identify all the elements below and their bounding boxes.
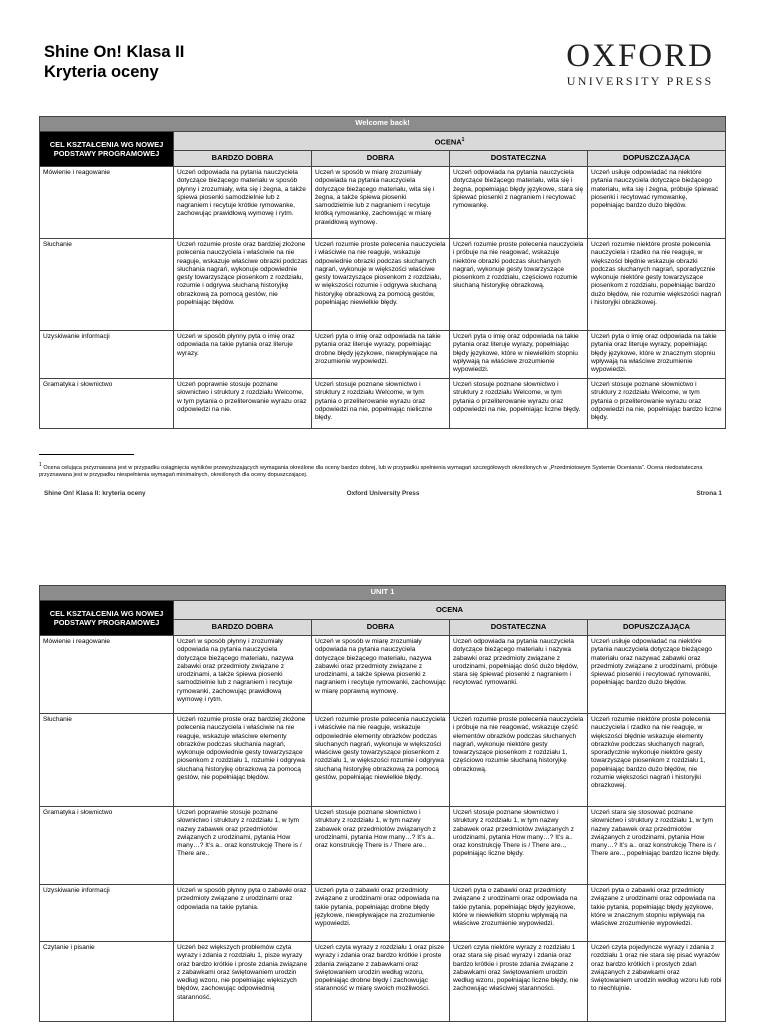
grade-level-header: DOBRA [312,620,450,636]
footnote-ref: 1 [461,136,465,143]
criteria-row [40,331,726,379]
grade-level-header: BARDZO DOBRA [174,151,312,167]
ocena-header [174,132,726,151]
cel-ksztalcenia-header: CEL KSZTAŁCENIA WG NOWEJ PODSTAWY PROGRAMOWEJ [40,601,174,636]
logo-oxford-text: OXFORD [566,38,714,74]
criteria-cell: Uczeń w sposób płynny pyta o zabawki oraz przedmioty związane z urodzinami oraz odpowiada na takie pytania. [174,885,312,942]
criteria-cell: Uczeń stosuje poznane słownictwo i struktury z rozdziału Welcome, w tym pytania o przeliterowanie wyrazu oraz odpowiedzi na nie, popełniając bardzo liczne błędy. [588,379,726,429]
skill-name: Mówienie i reagowanie [40,636,174,714]
skill-name: Mówienie i reagowanie [40,167,174,239]
criteria-cell: Uczeń rozumie proste oraz bardziej złożone polecenia nauczyciela i właściwie na nie reaguje, wskazuje właściwe elementy obrazków podczas słuchania nagrań, wykonuje odpowiednie gesty towarzyszące piosenkom z rozdziału 1, rozumie i odgrywa słuchaną historyjkę obrazkową za pomocą gestów, nie popełniając błędów. [174,714,312,807]
footnote-marker: 1 [39,462,42,468]
criteria-cell: Uczeń czyta niektóre wyrazy z rozdziału 1 oraz stara się pisać wyrazy i zdania oraz bardzo krótkie i proste zdania związane z zabawkami oraz świętowaniem urodzin według wzoru, popełniając liczne błędy, nie zachowując właściwej staranności. [450,942,588,1022]
skill-name: Uzyskiwanie informacji [40,885,174,942]
criteria-row [40,239,726,331]
document-title: Shine On! Klasa II [44,43,185,61]
criteria-cell: Uczeń stosuje poznane słownictwo i struktury z rozdziału 1, w tym nazwy zabawek oraz przedmiotów związanych z urodzinami, pytania How many…? It’s a.. oraz konstrukcję There is / There are.., popełniając liczne błędy. [450,807,588,885]
criteria-cell: Uczeń stosuje poznane słownictwo i struktury z rozdziału Welcome, w tym pytania o przeliterowanie wyrazu oraz odpowiedzi na nie, popełniając nieliczne błędy. [312,379,450,429]
criteria-cell: Uczeń rozumie proste polecenia nauczyciela i właściwie na nie reaguje, wskazuje odpowiednie obrazki podczas słuchanych nagrań, wykonuje w większości właściwe gesty towarzyszące piosenkom z rozdziału, w większości rozumie i odgrywa słuchaną historyjkę obrazkową za pomocą gestów, popełniając niewielkie błędy. [312,239,450,331]
skill-name: Słuchanie [40,239,174,331]
cel-ksztalcenia-header: CEL KSZTAŁCENIA WG NOWEJ PODSTAWY PROGRAMOWEJ [40,132,174,167]
criteria-cell: Uczeń stosuje poznane słownictwo i struktury z rozdziału 1, w tym nazwy zabawek oraz przedmiotów związanych z urodzinami, pytania How many…? It’s a.. oraz konstrukcję There is / There are.. [312,807,450,885]
skill-name: Gramatyka i słownictwo [40,807,174,885]
criteria-row [40,636,726,714]
skill-name: Gramatyka i słownictwo [40,379,174,429]
section-title: UNIT 1 [40,586,726,601]
criteria-cell: Uczeń usiłuje odpowiadać na niektóre pytania nauczyciela dotyczące bieżącego materiału, wita się i żegna, próbuje śpiewać piosenki i recytować rymowankę, popełniając bardzo dużo błędów. [588,167,726,239]
criteria-cell: Uczeń w sposób płynny i zrozumiały odpowiada na pytania nauczyciela dotyczące bieżącego materiału, nazywa zabawki oraz przedmioty związane z urodzinami, a także śpiewa piosenki samodzielnie lub z nagraniem i recytuje rymowanki, zachowując prawidłową wymowę i rytm. [174,636,312,714]
criteria-cell: Uczeń odpowiada na pytania nauczyciela dotyczące bieżącego materiału i nazywa zabawki oraz przedmioty związane z urodzinami, popełniając dość dużo błędów, stara się śpiewać piosenki z nagraniem i recytować rymowanki. [450,636,588,714]
criteria-cell: Uczeń stara się stosować poznane słownictwo i struktury z rozdziału 1, w tym nazwy zabawek oraz przedmiotów związanych z urodzinami, pytania How many…? It’s a.. oraz konstrukcję There is / There are.., popełniając bardzo liczne błędy. [588,807,726,885]
skill-name: Czytanie i pisanie [40,942,174,1022]
skill-name: Słuchanie [40,714,174,807]
grade-level-header: DOSTATECZNA [450,151,588,167]
footnote [39,462,726,480]
footer-page-number: Strona 1 [696,490,722,497]
criteria-table-welcome [39,116,726,429]
skill-name: Uzyskiwanie informacji [40,331,174,379]
criteria-row [40,807,726,885]
footer-left: Shine On! Klasa II: kryteria oceny [44,490,146,497]
criteria-table-unit1 [39,585,726,1022]
section-title: Welcome back! [40,117,726,132]
criteria-cell: Uczeń rozumie proste polecenia nauczyciela i właściwie na nie reaguje, wskazuje odpowiednie elementy obrazków podczas słuchanych nagrań, wykonuje w większości właściwe gesty towarzyszące piosenkom z rozdziału 1, w większości rozumie i odgrywa słuchaną historyjkę obrazkową za pomocą gestów, popełniając niewielkie błędy. [312,714,450,807]
criteria-cell: Uczeń rozumie niektóre proste polecenia nauczyciela i rzadko na nie reaguje, w większości błędnie wskazuje elementy obrazków podczas słuchanych nagrań, sporadycznie wykonuje niektóre gesty towarzyszące piosenkom z rozdziału 1, popełniając bardzo dużo błędów, nie rozumie większości nagrań i historyjki obrazkowej. [588,714,726,807]
criteria-cell: Uczeń odpowiada na pytania nauczyciela dotyczące bieżącego materiału w sposób płynny i zrozumiały, wita się i żegna, a także śpiewa piosenki samodzielnie lub z nagraniem i recytuje krótkie rymowanke, zachowując prawidłową wymowę i rytm. [174,167,312,239]
criteria-row [40,714,726,807]
grade-level-header: DOBRA [312,151,450,167]
ocena-label: OCENA [435,604,464,614]
criteria-cell: Uczeń poprawnie stosuje poznane słownictwo i struktury z rozdziału Welcome, w tym pytania o przeliterowanie wyrazu oraz odpowiedzi na nie. [174,379,312,429]
criteria-cell: Uczeń czyta pojedyncze wyrazy i zdania z rozdziału 1 oraz nie stara się pisać wyrazów oraz bardzo krótkich i prostych zdań związanych z zabawkami oraz świętowaniem urodzin według wzoru lub robi to niechlujnie. [588,942,726,1022]
criteria-cell: Uczeń pyta o zabawki oraz przedmioty związane z urodzinami oraz odpowiada na takie pytania, popełniając błędy językowe, które w znacznym stopniu wpływają na właściwe zrozumienie wypowiedzi. [588,885,726,942]
criteria-cell: Uczeń usiłuje odpowiadać na niektóre pytania nauczyciela dotyczące bieżącego materiału oraz nazywać zabawki oraz przedmioty związane z urodzinami, próbuje śpiewać piosenki i recytować rymowanki, popełniając bardzo dużo błędów. [588,636,726,714]
footnote-text: Ocena celująca przyznawana jest w przypadku osiągnięcia wyników przewyższających wymagania określone dla oceny bardzo dobrej, lub w przypadku spełnienia wymagań szczegółowych określonych w „Przedmiotowym Systemie Oceniania”. Ocena niedostateczna przyznawana jest w przypadku niespełnienia wymagań minimalnych, określonych dla oceny dopuszczającej. [39,464,703,479]
criteria-row [40,167,726,239]
criteria-row [40,942,726,1022]
footer-center: Oxford University Press [346,490,420,497]
criteria-cell: Uczeń w sposób płynny pyta o imię oraz odpowiada na takie pytania oraz literuje wyrazy. [174,331,312,379]
criteria-cell: Uczeń pyta o imię oraz odpowiada na takie pytania oraz literuje wyrazy, popełniając błędy językowe, które w niewielkim stopniu wpływają na właściwe zrozumienie wypowiedzi. [450,331,588,379]
criteria-cell: Uczeń pyta o imię oraz odpowiada na takie pytania oraz literuje wyrazy, popełniając drobne błędy językowe, niewpływające na zrozumienie wypowiedzi. [312,331,450,379]
criteria-cell: Uczeń w sposób w miarę zrozumiały odpowiada na pytania nauczyciela dotyczące bieżącego materiału, wita się i żegna, a także śpiewa piosenki samodzielnie lub z nagraniem i recytuje krótką rymowankę, zachowując w miarę prawidłową wymowę. [312,167,450,239]
logo-university-press-text: UNIVERSITY PRESS [566,74,714,88]
criteria-row [40,885,726,942]
grade-level-header: BARDZO DOBRA [174,620,312,636]
criteria-cell: Uczeń odpowiada na pytania nauczyciela dotyczące bieżącego materiału, wita się i żegna, popełniając błędy językowe, stara się śpiewać piosenki z nagraniem i recytować rymowankę. [450,167,588,239]
criteria-cell: Uczeń poprawnie stosuje poznane słownictwo i struktury z rozdziału 1, w tym nazwy zabawek oraz przedmiotów związanych z urodzinami, pytania How many…? It’s a.. oraz konstrukcję There is / There are.. [174,807,312,885]
section-title-row [40,586,726,601]
criteria-cell: Uczeń w sposób w miarę zrozumiały odpowiada na pytania nauczyciela dotyczące bieżącego materiału, nazywa zabawki oraz przedmioty związane z urodzinami, a także śpiewa piosenki z nagraniem i recytuje rymowanki, zachowując w miarę poprawną wymowę. [312,636,450,714]
section-title-row [40,117,726,132]
criteria-cell: Uczeń rozumie proste polecenia nauczyciela i próbuje na nie reagować, wskazuje część elementów obrazków podczas słuchanych nagrań, wykonuje niektóre gesty towarzyszące piosenkom z rozdziału 1, częściowo rozumie słuchaną historyjkę obrazkową. [450,714,588,807]
document-subtitle: Kryteria oceny [44,63,159,81]
criteria-cell: Uczeń bez większych problemów czyta wyrazy i zdania z rozdziału 1, pisze wyrazy oraz bardzo krótkie i proste zdania związane z zabawkami oraz świętowaniem urodzin według wzoru, nie popełniając większych błędów, zachowując odpowiednią staranność. [174,942,312,1022]
criteria-row [40,379,726,429]
criteria-cell: Uczeń rozumie proste polecenia nauczyciela i próbuje na nie reagować, wskazuje niektóre obrazki podczas słuchanych nagrań, wykonuje gesty towarzyszące piosenkom z rozdziału, częściowo rozumie słuchaną historyjkę obrazkową. [450,239,588,331]
oxford-logo [566,40,714,88]
criteria-cell: Uczeń stosuje poznane słownictwo i struktury z rozdziału Welcome, w tym pytania o przeliterowanie wyrazu oraz odpowiedzi na nie, popełniając liczne błędy. [450,379,588,429]
criteria-cell: Uczeń pyta o zabawki oraz przedmioty związane z urodzinami oraz odpowiada na takie pytania, popełniając drobne błędy językowe, niewpływające na zrozumienie wypowiedzi. [312,885,450,942]
grade-level-header: DOPUSZCZAJĄCA [588,151,726,167]
criteria-cell: Uczeń pyta o imię oraz odpowiada na takie pytania oraz literuje wyrazy, popełniając błędy językowe, które w znacznym stopniu wpływają na właściwe zrozumienie wypowiedzi. [588,331,726,379]
ocena-label: OCENA [434,137,462,147]
ocena-header [174,601,726,620]
criteria-cell: Uczeń rozumie proste oraz bardziej złożone polecenia nauczyciela i właściwie na nie reaguje, wskazuje właściwe obrazki podczas słuchania nagrań, wykonuje odpowiednie gesty towarzyszące piosenkom z rozdziału, rozumie i odgrywa słuchaną historyjkę obrazkową za pomocą gestów, nie popełniając błędów. [174,239,312,331]
page-title [44,42,184,82]
footnote-divider [39,454,134,455]
grade-level-header: DOSTATECZNA [450,620,588,636]
criteria-cell: Uczeń rozumie niektóre proste polecenia nauczyciela i rzadko na nie reaguje, w większości błędnie wskazuje obrazki podczas słuchanych nagrań, sporadycznie wykonuje niektóre gesty towarzyszące piosenkom z rozdziału, popełniając bardzo dużo błędów, nie rozumie większości nagrań i historyjki obrazkowej. [588,239,726,331]
criteria-cell: Uczeń czyta wyrazy z rozdziału 1 oraz pisze wyrazy i zdania oraz bardzo krótkie i proste zdania związane z zabawkami oraz świętowaniem urodzin według wzoru, popełniając drobne błędy i zachowując staranność w miarę swoich możliwości. [312,942,450,1022]
criteria-cell: Uczeń pyta o zabawki oraz przedmioty związane z urodzinami oraz odpowiada na takie pytania, popełniając błędy językowe, które w niewielkim stopniu wpływają na właściwe zrozumienie wypowiedzi. [450,885,588,942]
grade-level-header: DOPUSZCZAJĄCA [588,620,726,636]
